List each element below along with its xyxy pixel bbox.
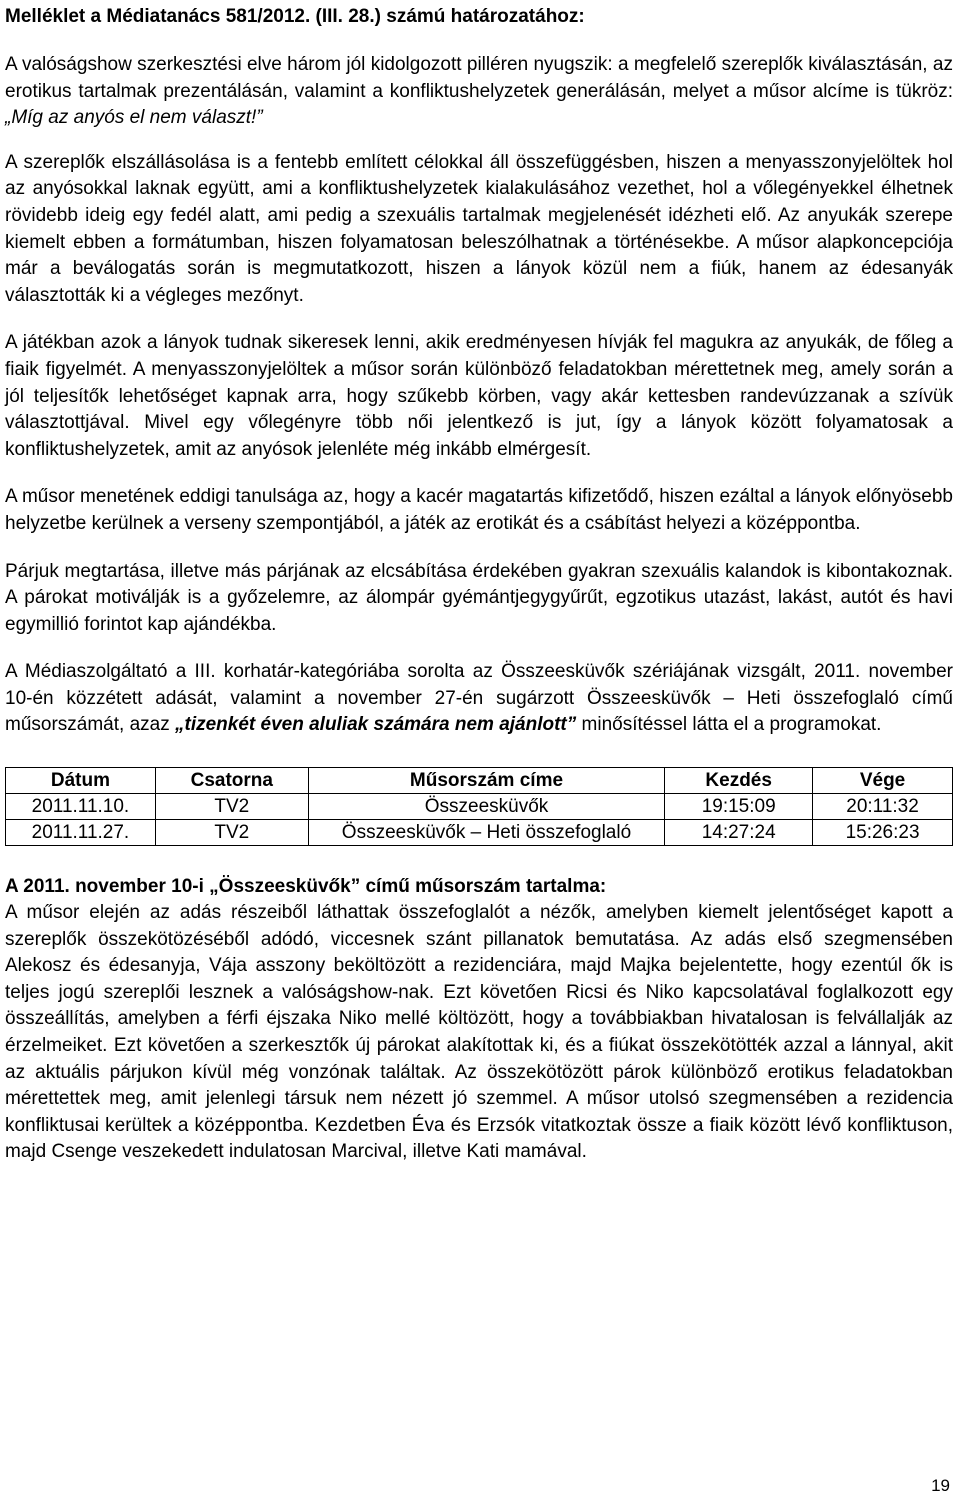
paragraph-lesson: A műsor menetének eddigi tanulsága az, hogy a kacér magatartás kifizetődő, hiszen ezáltal a lányok előnyösebb helyzetbe kerülnek a verseny szempontjából, a játék az erotikát és a csábítást helyezi a középpontba. xyxy=(5,486,953,534)
table-header-channel: Csatorna xyxy=(155,768,308,794)
subtitle-quote: „Míg az anyós el nem választ!” xyxy=(5,107,263,129)
table-cell-channel: TV2 xyxy=(155,794,308,820)
paragraph-couples: Párjuk megtartása, illetve más párjának az elcsábítása érdekében gyakran szexuális kalandok is kibontakoznak. A párokat motiválják is a győzelemre, az álompár gyémántjegygyűrűt, egzotikus utazást, lakást, autót és havi egymillió forintot kap ajándékba. xyxy=(5,560,953,635)
paragraph-rating xyxy=(5,659,953,739)
table-cell-title: Összeesküvők xyxy=(308,794,665,820)
table-cell-end: 15:26:23 xyxy=(813,820,953,846)
paragraph-pillars-text: A valóságshow szerkesztési elve három jól kidolgozott pilléren nyugszik: a megfelelő szereplők kiválasztásán, az erotikus tartalmak prezentálásán, valamint a konfliktushelyzetek generálásán, melyet a műsor alcíme is tükröz: xyxy=(5,54,953,102)
table-header-row xyxy=(6,768,953,794)
table-cell-channel: TV2 xyxy=(155,820,308,846)
table-cell-date: 2011.11.10. xyxy=(6,794,156,820)
broadcast-table xyxy=(5,767,953,846)
table-row xyxy=(6,820,953,846)
table-cell-title: Összeesküvők – Heti összefoglaló xyxy=(308,820,665,846)
table-cell-start: 14:27:24 xyxy=(665,820,813,846)
table-cell-date: 2011.11.27. xyxy=(6,820,156,846)
table-row xyxy=(6,794,953,820)
table-header-title: Műsorszám címe xyxy=(308,768,665,794)
paragraph-game: A játékban azok a lányok tudnak sikeresek lenni, akik eredményesen hívják fel magukra az anyukák, de főleg a fiaik figyelmét. A menyasszonyjelöltek a műsor során különböző feladatokban mérettetnek meg, amely során a jól teljesítők lehetőséget kapnak arra, hogy szűkebb körben, vagy akár kettesben randevúzzanak a szívük választottjával. Mivel egy vőlegényre több női jelentkező is jut, így a lányok között folyamatosak a konfliktushelyzetek, amit az anyósok jelenléte még inkább elmérgesít. xyxy=(5,332,953,460)
table-cell-end: 20:11:32 xyxy=(813,794,953,820)
table-cell-start: 19:15:09 xyxy=(665,794,813,820)
rating-emphasis: „tizenkét éven aluliak számára nem ajánlott” xyxy=(175,714,577,736)
document-page xyxy=(5,4,953,1166)
table-header-start: Kezdés xyxy=(665,768,813,794)
content-section-body: A műsor elején az adás részeiből láthattak összefoglalót a nézők, amelyben kiemelt jelentőséget kapott a szereplők összekötözéséből adódó, viccesnek szánt pillanatok bemutatása. Az adás első szegmensében Alekosz és édesanyja, Vája asszony beköltözött a rezidenciára, majd Majka bejelentette, hogy ezentúl ők is teljes jogú szereplői lesznek a valóságshow-nak. Ezt követően Ricsi és Niko kapcsolatával foglalkozott egy összeállítás, amelyben a férfi éjszaka Niko mellé költözött, hogy a továbbiakban hivatalosan is felvállalják az érzelmeiket. Ezt követően a szerkesztők új párokat alakítottak ki, és a fiúkat összekötötték azzal a lánnyal, akit az aktuális párjukon kívül még vonzónak találtak. Az összekötözött párok különböző erotikus feladatokban mérettettek meg, amit jelenlegi társuk nem nézett jó szemmel. A műsor utolsó szegmensében a rezidencia konfliktusai kerültek a középpontba. Kezdetben Éva és Erzsók vitatkoztak össze a fiaik között lévő konfliktuson, majd Csenge veszekedett indulatosan Marcival, illetve Kati mamával. xyxy=(5,902,953,1163)
document-heading: Melléklet a Médiatanács 581/2012. (III. 28.) számú határozatához: xyxy=(5,6,585,27)
table-header-end: Vége xyxy=(813,768,953,794)
paragraph-rating-before: A Médiaszolgáltató a III. korhatár-kategóriába sorolta az Összeesküvők szériájának vizsgált, 2011. november 10-én közzétett adását, valamint a november 27-én sugárzott Összeesküvők – Heti összefoglaló című műsorszámát, azaz xyxy=(5,661,953,736)
table-header-date: Dátum xyxy=(6,768,156,794)
page-number: 19 xyxy=(931,1476,950,1495)
content-section-title: A 2011. november 10-i „Összeesküvők” című műsorszám tartalma: xyxy=(5,876,607,898)
paragraph-pillars xyxy=(5,52,953,132)
paragraph-accommodation: A szereplők elszállásolása is a fentebb említett célokkal áll összefüggésben, hiszen a menyasszonyjelöltek hol az anyósokkal laknak együtt, ami a konfliktushelyzetek kialakulásához vezethet, hol a vőlegényekkel élhetnek rövidebb ideig egy fedél alatt, ami pedig a szexuális tartalmak megjelenését idézheti elő. Az anyukák szerepe kiemelt ebben a formátumban, hiszen folyamatosan beleszólhatnak a történésekbe. A műsor alapkoncepciója már a beválogatás során is megmutatkozott, hiszen a lányok közül nem a fiúk, hanem az édesanyák választották ki a végleges mezőnyt. xyxy=(5,151,953,306)
paragraph-rating-after: minősítéssel látta el a programokat. xyxy=(576,714,882,736)
